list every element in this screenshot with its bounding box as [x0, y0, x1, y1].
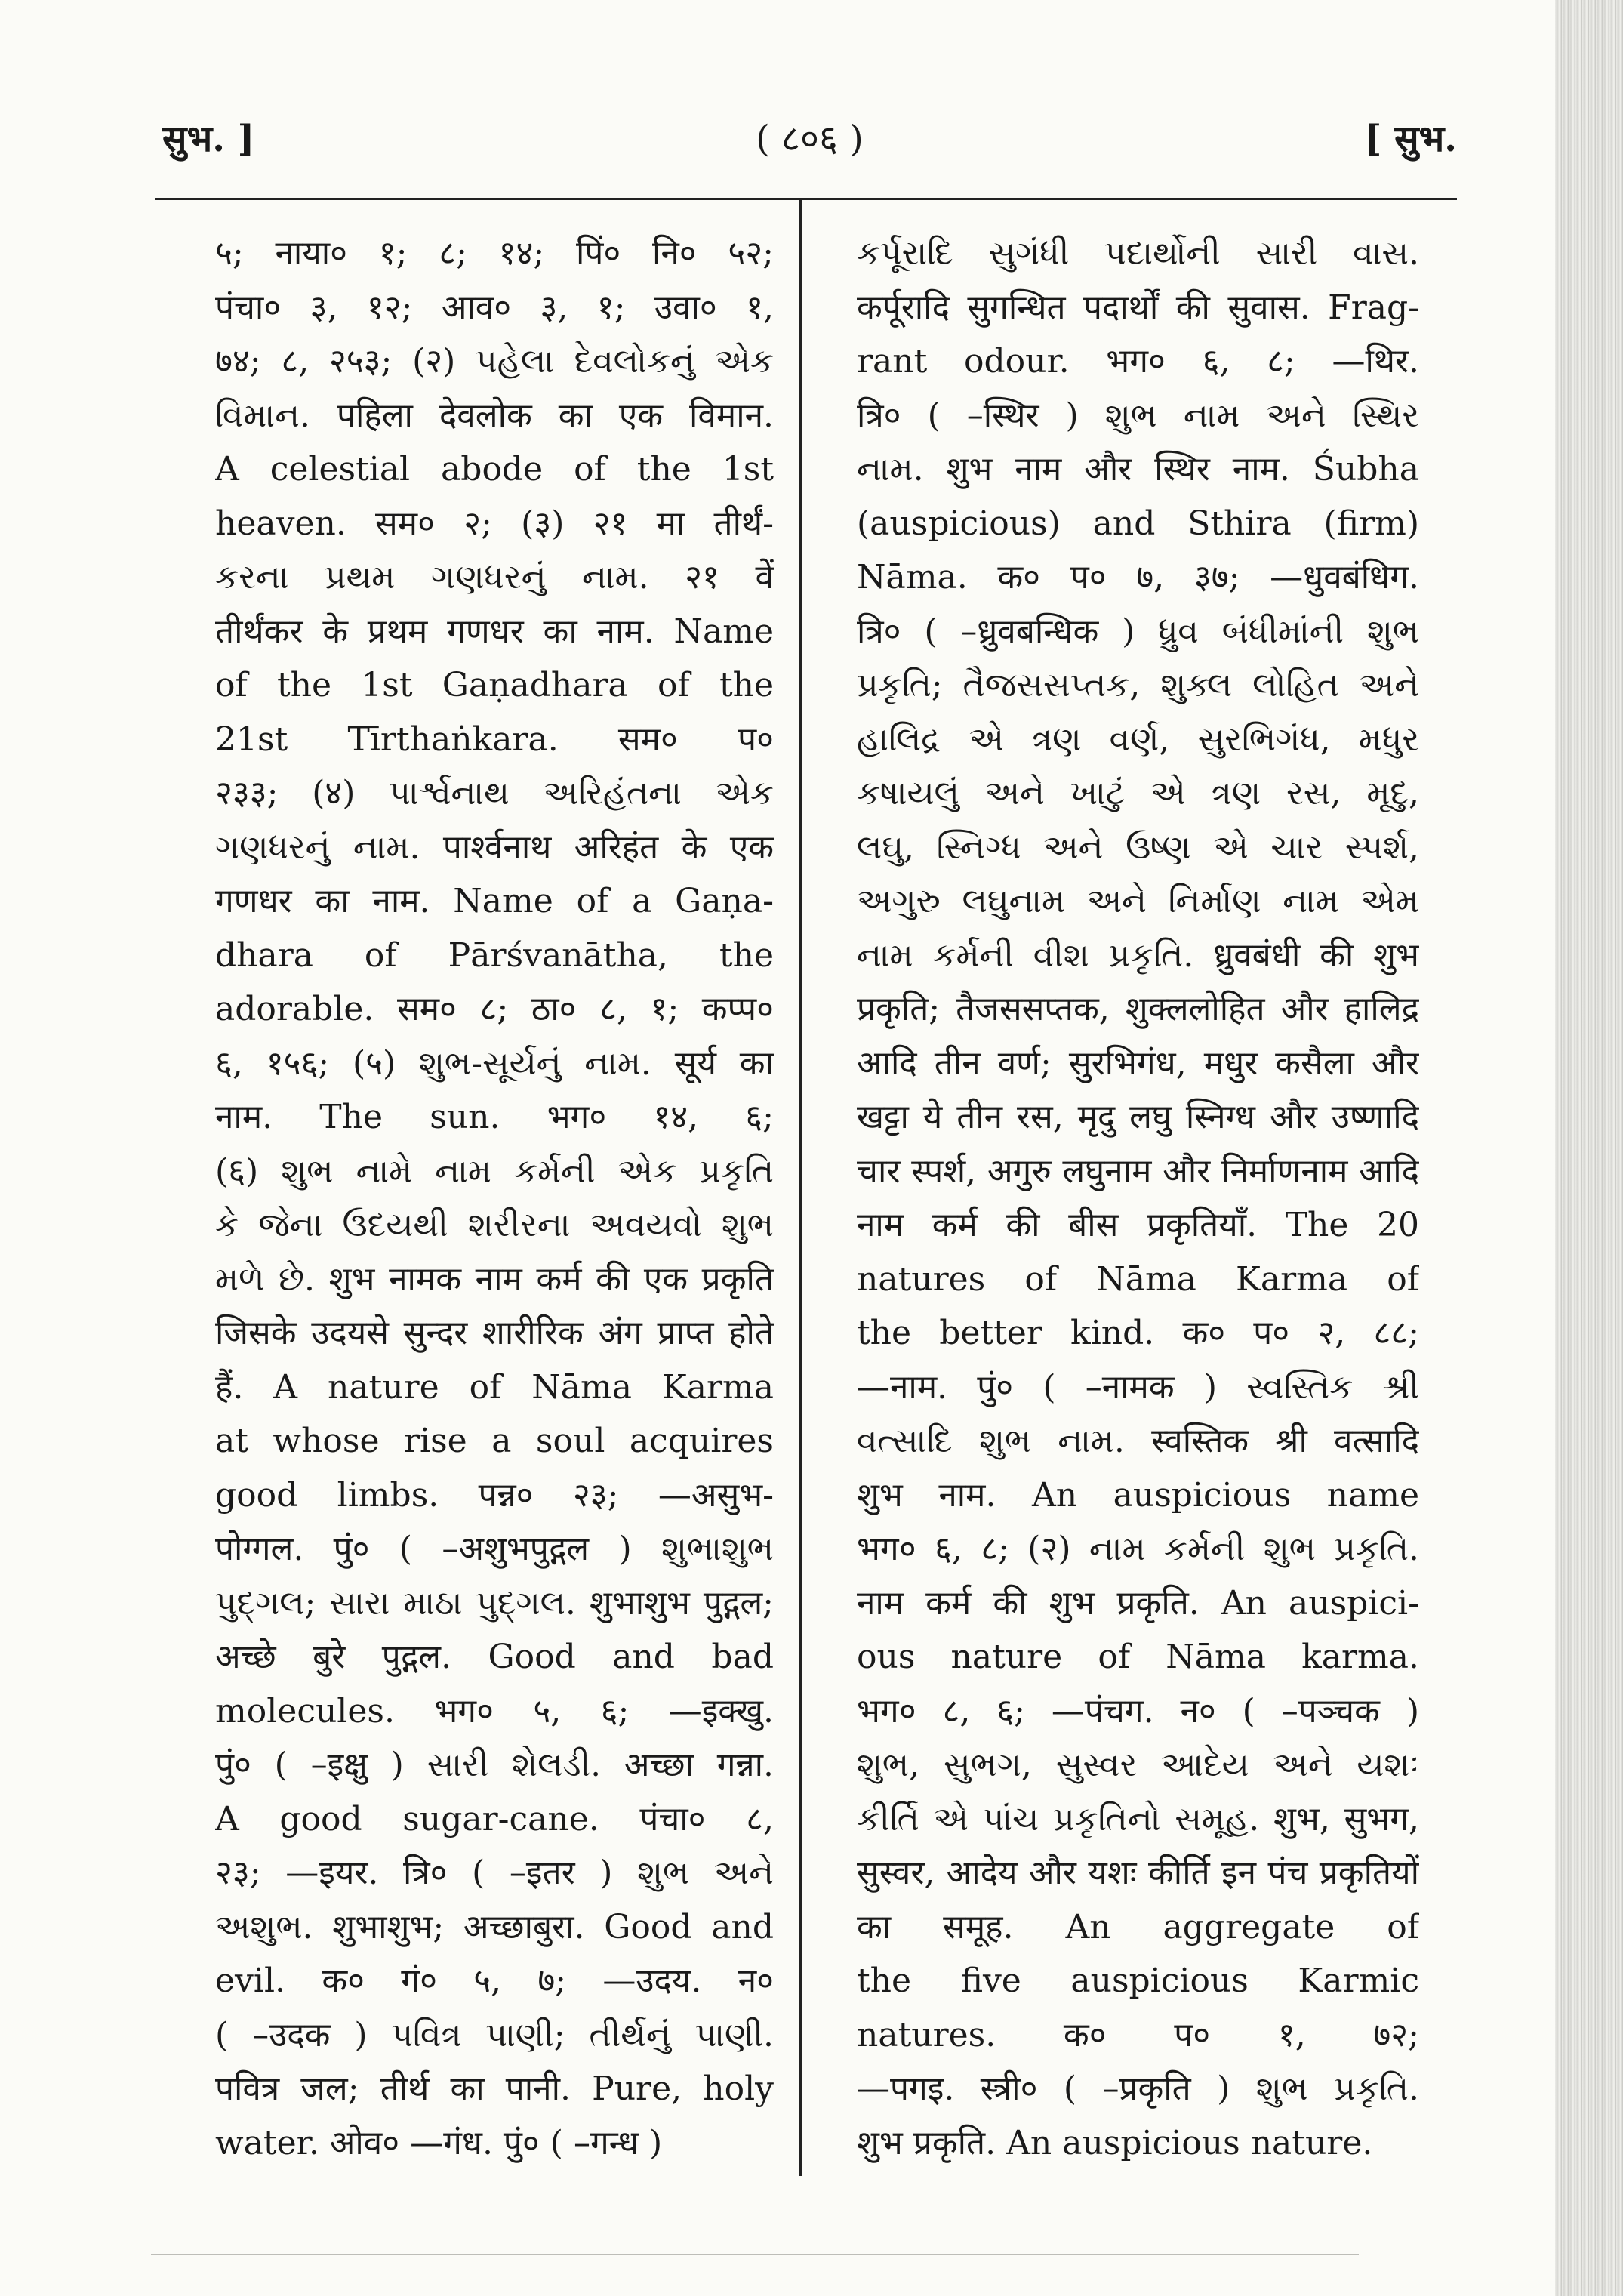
right-column-line: भग० ६, ८; (२) નામ કર્મની શુભ પ્રકૃતિ. [857, 1530, 1419, 1568]
right-column-line: હાલિદ્ર એ ત્રણ વર્ણ, સુરભિગંધ, મધુર [857, 720, 1419, 759]
left-column-line: good limbs. पन्न० २३; —असुभ- [215, 1475, 774, 1515]
left-column-line: पुं० ( –इक्षु ) સારી શેલડી. अच्छा गन्ना. [215, 1746, 774, 1784]
right-column-line: प्रकृति; तैजससप्तक, शुक्ललोहित और हालिद्र [857, 990, 1419, 1028]
left-column-line: नाम. The sun. भग० १४, ६; [215, 1098, 774, 1136]
left-column-line: पोग्गल. पुं० ( –अशुभपुद्गल ) શુભાશુભ [215, 1530, 774, 1568]
right-column-line: અગુરુ લઘુનામ અને નિર્માણ નામ એમ [857, 882, 1419, 920]
left-column-line: २३३; (४) પાર્શ્વનાથ અરિહંતના એક [215, 774, 774, 812]
right-column-line: કીર્તિ એ પાંચ પ્રકૃતિનો સમૂહ. शुभ, सुभग, [857, 1799, 1419, 1838]
right-column-line: नाम कर्म की बीस प्रकृतियाँ. The 20 [857, 1206, 1419, 1244]
left-column-line: મળે છે. शुभ नामक नाम कर्म की एक प्रकृति [215, 1259, 774, 1299]
left-column-line: (६) શુભ નામે નામ કર્મની એક પ્રકૃતિ [215, 1151, 774, 1191]
left-column-line: २३; —इयर. त्रि० ( –इतर ) શુભ અને [215, 1854, 774, 1892]
right-column [857, 227, 1419, 2182]
column-divider [799, 198, 802, 2176]
page-number: ( ८०६ ) [756, 118, 864, 160]
right-column-line: લઘુ, સ્નિગ્ધ અને ઉષ્ણ એ ચાર સ્પર્શ, [857, 827, 1419, 867]
right-column-line: —नाम. पुं० ( –नामक ) સ્વસ્તિક શ્રી [857, 1367, 1419, 1407]
bottom-edge-line [151, 2254, 1359, 2255]
header-rule [155, 198, 1457, 200]
left-column-line: અશુભ. शुभाशुभ; अच्छाबुरा. Good and [215, 1907, 774, 1946]
left-column-line: adorable. सम० ८; ठा० ८, १; कप्प० [215, 990, 774, 1028]
right-column-line: —पगइ. स्त्री० ( –प्रकृति ) શુભ પ્રકૃતિ. [857, 2069, 1419, 2108]
right-column-line: चार स्पर्श, अगुरु लघुनाम और निर्माणनाम आदि [857, 1151, 1419, 1191]
left-column-line: हैं. A nature of Nāma Karma [215, 1367, 774, 1407]
left-column-line: heaven. सम० २; (३) २१ मा तीर्थं- [215, 504, 774, 543]
right-column-line: પ્રકૃતિ; તૈજસસપ્તક, શુક્લ લોહિત અને [857, 666, 1419, 704]
right-column-line: શુભ, સુભગ, સુસ્વર આદેય અને યશઃ [857, 1746, 1419, 1784]
right-column-line: भग० ८, ६; —पंचग. न० ( –पञ्चक ) [857, 1691, 1419, 1730]
right-column-line: કર્પૂરાદિ સુગંધી પદાર્થોની સારી વાસ. [857, 234, 1419, 273]
right-column-line: खट्टा ये तीन रस, मृदु लघु स्निग्ध और उष्णादि [857, 1098, 1419, 1136]
left-column-line: गणधर का नाम. Name of a Gaṇa- [215, 882, 774, 920]
left-column-line: કરના પ્રથમ ગણધરનું નામ. २१ वें [215, 558, 774, 596]
right-column-line: कर्पूरादि सुगन्धित पदार्थों की सुवास. Frag- [857, 288, 1419, 327]
right-column-line: the five auspicious Karmic [857, 1962, 1419, 2000]
left-column-line: of the 1st Gaṇadhara of the [215, 666, 774, 704]
left-column-line: ७४; ८, २५३; (२) પહેલા દેવલોકનું એક [215, 342, 774, 381]
left-column-line: કે જેના ઉદયથી શરીરના અવયવો શુભ [215, 1206, 774, 1244]
right-column-line: नाम कर्म की शुभ प्रकृति. An auspici- [857, 1583, 1419, 1623]
left-column-line: dhara of Pārśvanātha, the [215, 935, 774, 975]
right-column-line: the better kind. क० प० २, ८८; [857, 1314, 1419, 1352]
right-column-line: आदि तीन वर्ण; सुरभिगंध, मधुर कसैला और [857, 1043, 1419, 1083]
left-column-line: ( –उदक ) પવિત્ર પાણી; તીર્થનું પાણી. [215, 2015, 774, 2054]
right-column-line: natures of Nāma Karma of [857, 1259, 1419, 1299]
right-column-line: (auspicious) and Sthira (firm) [857, 504, 1419, 543]
right-column-line: નામ કર્મની વીશ પ્રકૃતિ. ध्रुवबंधी की शुभ [857, 935, 1419, 975]
right-column-line: rant odour. भग० ६, ८; —थिर. [857, 342, 1419, 381]
left-column-line: तीर्थंकर के प्रथम गणधर का नाम. Name [215, 612, 774, 651]
left-column-line: 21st Tīrthaṅkara. सम० प० [215, 720, 774, 759]
left-column [215, 227, 774, 2182]
left-column-line: ગણધરનું નામ. पार्श्वनाथ अरिहंत के एक [215, 827, 774, 867]
left-column-line: evil. क० गं० ५, ७; —उदय. न० [215, 1962, 774, 2000]
right-column-line: शुभ नाम. An auspicious name [857, 1475, 1419, 1515]
left-column-line: A good sugar-cane. पंचा० ८, [215, 1799, 774, 1838]
left-column-line: ६, १५६; (५) શુભ-સૂર્યનું નામ. सूर्य का [215, 1043, 774, 1083]
right-column-line: natures. क० प० १, ७२; [857, 2015, 1419, 2054]
left-column-line: at whose rise a soul acquires [215, 1422, 774, 1460]
scanned-page-edge [1555, 0, 1623, 2296]
right-column-line: Nāma. क० प० ७, ३७; —धुवबंधिग. [857, 558, 1419, 596]
right-column-line: शुभ प्रकृति. An auspicious nature. [857, 2123, 1373, 2162]
left-column-line: पंचा० ३, १२; आव० ३, १; उवा० १, [215, 288, 774, 327]
right-column-line: त्रि० ( –ध्रुवबन्धिक ) ધ્રુવ બંધીમાંની શુભ [857, 612, 1419, 651]
left-column-line: पवित्र जल; तीर्थ का पानी. Pure, holy [215, 2069, 774, 2108]
right-column-line: सुस्वर, आदेय और यशः कीर्ति इन पंच प्रकृतियों [857, 1854, 1419, 1892]
page-header [162, 113, 1457, 166]
left-column-line: water. ओव० —गंध. पुं० ( –गन्ध ) [215, 2123, 663, 2162]
right-column-line: ous nature of Nāma karma. [857, 1638, 1419, 1676]
right-column-line: વત્સાદિ શુભ નામ. स्वस्तिक श्री वत्सादि [857, 1422, 1419, 1460]
left-column-line: પુદ્ગલ; સારા માઠા પુદ્ગલ. शुभाशुभ पुद्गल; [215, 1583, 774, 1623]
right-column-line: નામ. शुभ नाम और स्थिर नाम. Śubha [857, 450, 1419, 488]
left-column-line: વિમાન. पहिला देवलोक का एक विमान. [215, 396, 774, 435]
left-column-line: molecules. भग० ५, ६; —इक्खु. [215, 1691, 774, 1730]
left-column-line: A celestial abode of the 1st [215, 450, 774, 488]
right-column-line: का समूह. An aggregate of [857, 1907, 1419, 1946]
header-left-guideword: सुभ. ] [162, 118, 255, 160]
left-column-line: अच्छे बुरे पुद्गल. Good and bad [215, 1638, 774, 1676]
header-right-guideword: [ सुभ. [1364, 118, 1457, 160]
right-column-line: त्रि० ( –स्थिर ) શુભ નામ અને સ્થિર [857, 396, 1419, 435]
right-column-line: કષાયલું અને ખાટું એ ત્રણ રસ, મૃદુ, [857, 774, 1419, 812]
left-column-line: जिसके उदयसे सुन्दर शारीरिक अंग प्राप्त होते [215, 1314, 774, 1352]
left-column-line: ५; नाया० १; ८; १४; पिं० नि० ५२; [215, 234, 774, 273]
